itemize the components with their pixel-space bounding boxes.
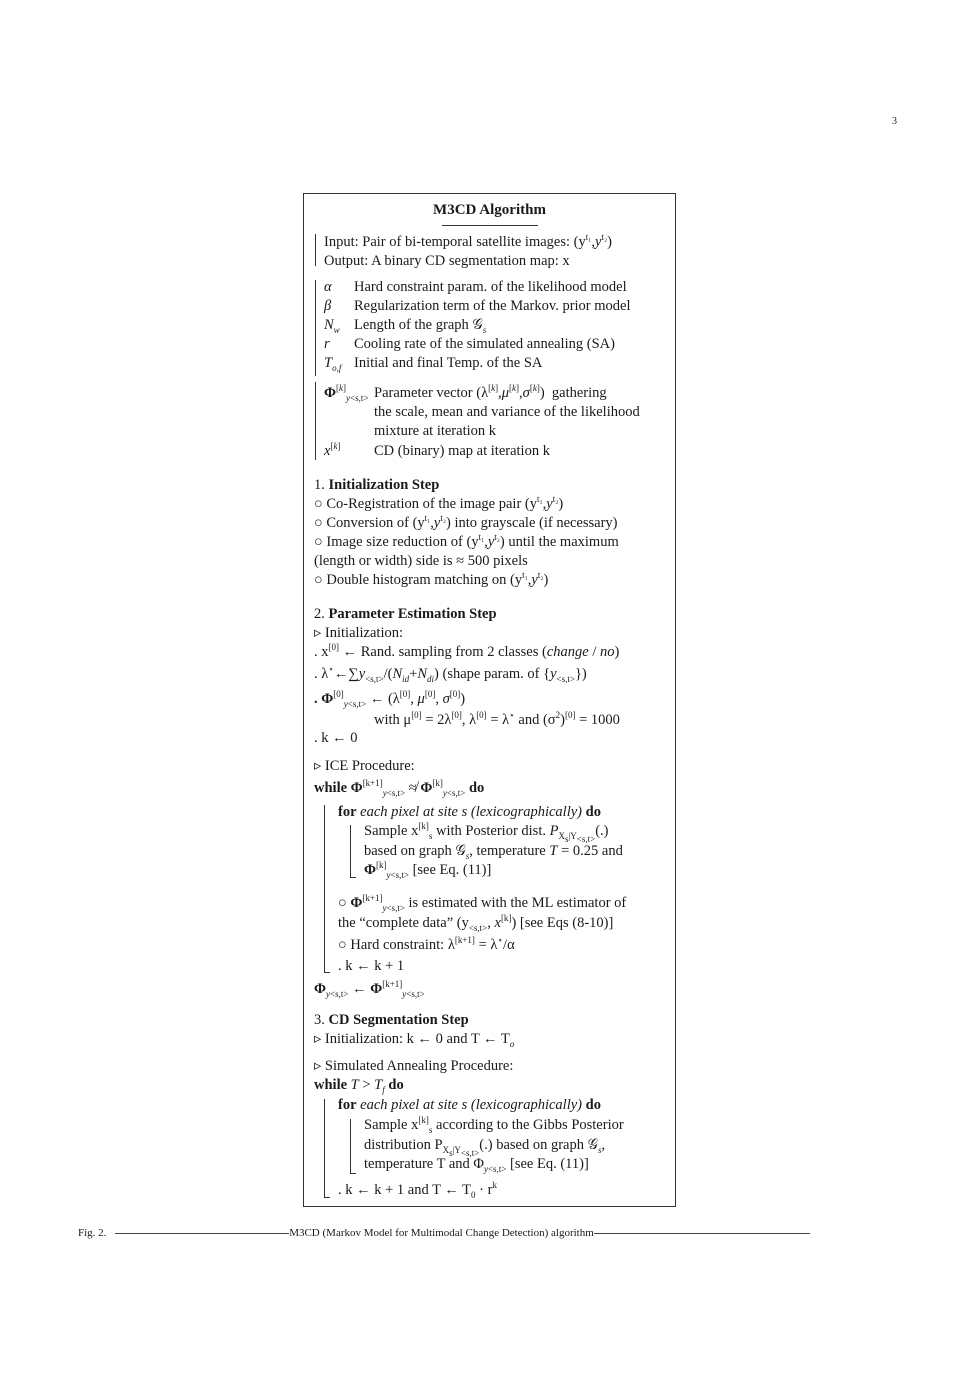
ice-k-increment: . k ← k + 1 — [338, 958, 405, 974]
step1-heading: 1. Initialization Step — [314, 477, 440, 493]
param-nw: $N_w$ — [324, 317, 340, 335]
var-phi-desc-1: Parameter vector (λ[k],μ[k],σ[k]) gathering — [374, 383, 607, 401]
sa-for-bracket-end — [350, 1173, 356, 1174]
ice-for: for each pixel at site s (lexicographically) do — [338, 804, 601, 820]
step2-init-with: with μ[0] = 2λ[0], λ[0] = λ⋆ and $(\sigma^2)[0] = 1000$ — [374, 710, 620, 728]
sa-label: ▹ Simulated Annealing Procedure: — [314, 1058, 514, 1074]
sa-while-bracket — [324, 1099, 325, 1197]
input-line: Input: Pair of bi-temporal satellite images: $(y^{t_1},y^{t_2})$ — [324, 232, 612, 250]
step1-item-3: ○ Image size reduction of $(y^{t_1},y^{t_2})$ until the maximum — [314, 532, 619, 550]
sa-for: for each pixel at site s (lexicographically) do — [338, 1097, 601, 1113]
step2-init-lambda: . $\lambda^⋆\leftarrow\sum y_{<s,t>}/(N_{id}+N_{di})$ (shape param. of $\{y_{<s,t>}\}$) — [314, 664, 587, 684]
algorithm-title: M3CD Algorithm — [433, 202, 546, 218]
step1-item-1: ○ Co-Registration of the image pair $(y^{t_1},y^{t_2})$ — [314, 494, 564, 512]
step3-heading: 3. CD Segmentation Step — [314, 1012, 469, 1028]
sa-sample-3: temperature T and $\Phi_{y<s,t>}$ [see Eq. (11)] — [364, 1156, 589, 1174]
step2-init-label: ▹ Initialization: — [314, 625, 404, 641]
sa-while-bracket-end — [324, 1197, 330, 1198]
while-bracket — [324, 805, 325, 972]
ice-hard-constraint: ○ Hard constraint: λ[k+1] = λ⋆/α — [338, 935, 515, 953]
output-line: Output: A binary CD segmentation map: x — [324, 253, 570, 269]
ice-estimate-2: the “complete data” ($y_{<s,t>}$, x[k]) [see Eqs (8-10)] — [338, 913, 614, 933]
sa-last: . k ← k + 1 and T ← $T_0 \cdot r^k$ — [338, 1180, 497, 1200]
ice-estimate-1: ○ $\Phi[k+1]_{y<s,t>}$ is estimated with the ML estimator of — [338, 893, 627, 913]
vars-bracket — [315, 382, 316, 460]
sa-sample-2: distribution $P_{X_s|Y_{<s,t>}}(.)$ based on graph 𝒢$_s$, — [364, 1137, 606, 1158]
algorithm-box — [303, 193, 676, 1207]
ice-sample-3: $\Phi[k]_{y<s,t>}$ [see Eq. (11)] — [364, 860, 492, 880]
io-bracket — [315, 234, 316, 266]
figure-caption — [78, 1227, 882, 1239]
step1-item-4: (length or width) side is ≈ 500 pixels — [314, 553, 528, 569]
for-bracket-end — [350, 877, 356, 878]
var-x-desc: CD (binary) map at iteration k — [374, 443, 550, 459]
step1-item-5: ○ Double histogram matching on $(y^{t_1},y^{t_2})$ — [314, 570, 549, 588]
figure-label: Fig. 2. — [78, 1227, 107, 1239]
ice-sample-2: based on graph 𝒢$_s$, temperature T = 0.25 and — [364, 843, 623, 861]
caption-rule-right — [594, 1233, 810, 1234]
step2-init-k: . k ← 0 — [314, 730, 358, 746]
step1-item-2: ○ Conversion of $(y^{t_1},y^{t_2})$ into grayscale (if necessary) — [314, 513, 618, 531]
var-phi: $\Phi[k]_{y<s,t>}$ — [324, 383, 369, 403]
page-number: 3 — [892, 116, 897, 127]
param-t-desc: Initial and final Temp. of the SA — [354, 355, 543, 371]
step2-heading: 2. Parameter Estimation Step — [314, 606, 497, 622]
param-t: $T_{o,f}$ — [324, 355, 342, 373]
param-beta-desc: Regularization term of the Markov. prior model — [354, 298, 631, 314]
ice-final: $\Phi_{y<s,t>}$ ← $\Phi[k+1]_{y<s,t>}$ — [314, 979, 425, 999]
param-r-desc: Cooling rate of the simulated annealing (SA) — [354, 336, 615, 352]
step2-init-phi: . $\Phi[0]_{y<s,t>}$ ← (λ[0], μ[0], σ[0]) — [314, 689, 466, 709]
param-r: r — [324, 336, 330, 352]
ice-label: ▹ ICE Procedure: — [314, 758, 415, 774]
while-bracket-end — [324, 972, 330, 973]
var-phi-desc-3: mixture at iteration k — [374, 423, 497, 439]
params-bracket — [315, 280, 316, 376]
for-bracket — [350, 825, 351, 877]
step2-init-x: . x[0] ← Rand. sampling from 2 classes (change / no) — [314, 642, 620, 660]
caption-text: M3CD (Markov Model for Multimodal Change Detection) algorithm — [289, 1227, 594, 1239]
ice-sample-1: Sample $x[k]_s$ with Posterior dist. $P_{X_s|Y_{<s,t>}}(.)$ — [364, 821, 609, 844]
sa-sample-1: Sample $x[k]_s$ according to the Gibbs Posterior — [364, 1115, 624, 1135]
title-rule — [442, 225, 538, 226]
param-beta: β — [324, 298, 332, 314]
ice-while: while $\Phi[k+1]_{y<s,t>}$ ≉ $\Phi[k]_{y<s,t>}$ do — [314, 778, 485, 798]
caption-rule-left — [115, 1233, 289, 1234]
sa-for-bracket — [350, 1119, 351, 1173]
var-x: x[k] — [324, 441, 341, 459]
param-alpha-desc: Hard constraint param. of the likelihood model — [354, 279, 627, 295]
param-alpha: α — [324, 279, 332, 295]
param-nw-desc: Length of the graph 𝒢$_s$ — [354, 317, 487, 335]
sa-while: while $T > T_f$ do — [314, 1077, 404, 1095]
var-phi-desc-2: the scale, mean and variance of the likelihood — [374, 404, 640, 420]
step3-init: ▹ Initialization: k ← 0 and T ← $T_o$ — [314, 1031, 515, 1049]
